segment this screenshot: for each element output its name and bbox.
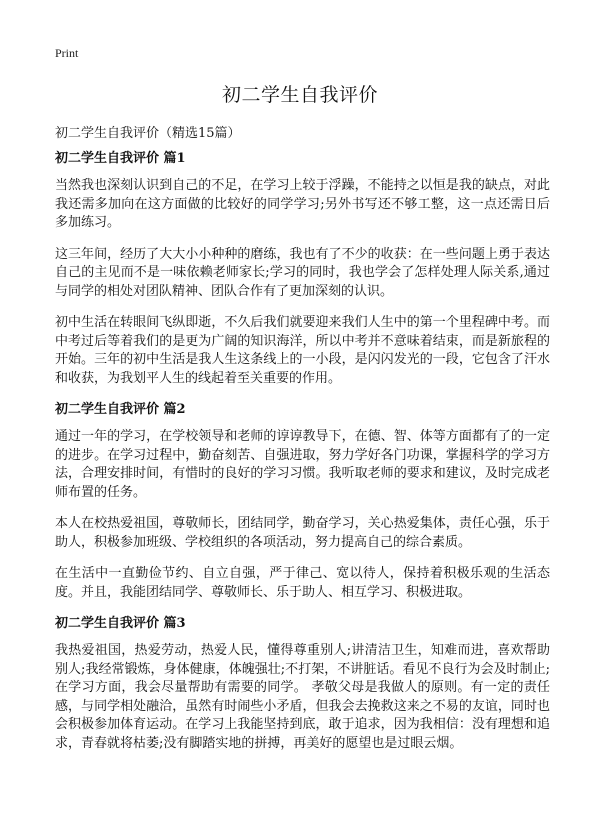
print-link[interactable]: Print [55,46,79,60]
section-2 [55,401,550,602]
paragraph: 我热爱祖国，热爱劳动，热爱人民，懂得尊重别人;讲清洁卫生，知难而进，喜欢帮助别人;我经常锻炼，身体健康，体魄强壮;不打架，不讲脏话。看见不良行为会及时制止;在学习方面，我会尽量帮助有需要的同学。 孝敬父母是我做人的原则。有一定的责任感，与同学相处融洽，虽然有时闹些小矛盾，但我会去挽救这来之不易的友谊，同时也会积极参加体育运动。在学习上我能坚持到底，敢于追求，因为我相信：没有理想和追求，青春就将枯萎;没有脚踏实地的拼搏，再美好的愿望也是过眼云烟。 [55,643,550,751]
paragraph: 这三年间，经历了大大小小种种的磨练，我也有了不少的收获：在一些问题上勇于表达自己的主见而不是一味依赖老师家长;学习的同时，我也学会了怎样处理人际关系,通过与同学的相处对团队精神、团队合作有了更加深刻的认识。 [55,246,550,299]
section-3 [55,615,550,753]
document-body [55,150,550,766]
section-heading: 初二学生自我评价 篇2 [55,402,186,417]
section-heading: 初二学生自我评价 篇3 [55,616,186,631]
paragraph: 当然我也深刻认识到自己的不足，在学习上较于浮躁，不能持之以恒是我的缺点，对此我还需多加向在这方面做的比较好的同学学习;另外书写还不够工整，这一点还需日后多加练习。 [55,178,550,230]
paragraph: 初中生活在转眼间飞纵即逝，不久后我们就要迎来我们人生中的第一个里程碑中考。而中考过后等着我们的是更为广阔的知识海洋，所以中考并不意味着结束，而是新旅程的开始。三年的初中生活是我人生这条线上的一小段，是闪闪发光的一段，它包含了汗水和收获，为我划平人生的线起着至关重要的作用。 [55,315,550,386]
document-subtitle: 初二学生自我评价（精选15篇） [55,126,241,141]
section-1 [55,150,550,388]
page-title: 初二学生自我评价 [221,84,378,106]
section-heading: 初二学生自我评价 篇1 [55,151,186,166]
paragraph: 通过一年的学习，在学校领导和老师的谆谆教导下，在德、智、体等方面都有了的一定的进步。在学习过程中，勤奋刻苦、自强进取，努力学好各门功课，掌握科学的学习方法，合理安排时间，有惜时的良好的学习习惯。我听取老师的要求和建议，及时完成老师布置的任务。 [55,429,550,500]
paragraph: 在生活中一直勤俭节约、自立自强，严于律己、宽以待人，保持着积极乐观的生活态度。并且，我能团结同学、尊敬师长、乐于助人、相互学习、积极进取。 [55,566,550,600]
paragraph: 本人在校热爱祖国，尊敬师长，团结同学，勤奋学习，关心热爱集体，责任心强，乐于助人，积极参加班级、学校组织的各项活动，努力提高自己的综合素质。 [55,516,550,550]
